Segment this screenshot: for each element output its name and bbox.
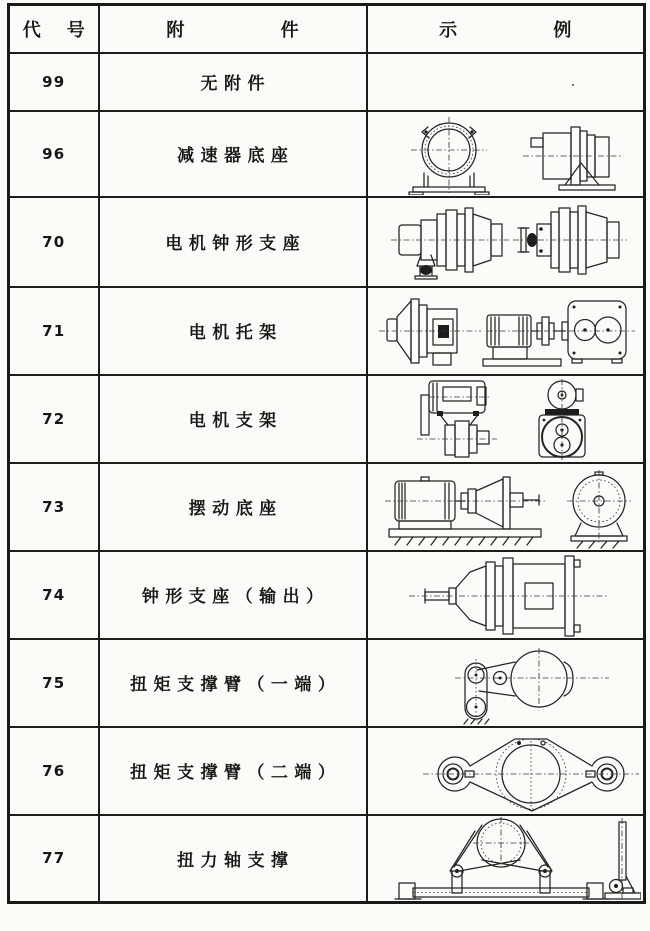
- table-row: [9, 551, 645, 639]
- example-cell: [367, 463, 645, 551]
- torsion-shaft-support-front-view: [395, 817, 609, 899]
- torsion-shaft-support-side-view: [605, 818, 641, 900]
- bell-support-output-view: [409, 556, 609, 636]
- example-cell: [367, 287, 645, 375]
- example-cell: [367, 53, 645, 111]
- example-cell: [367, 197, 645, 287]
- code-cell: 74: [9, 551, 99, 639]
- motor-bracket-assembly-view: [483, 301, 635, 366]
- swing-base-front-view: [567, 470, 631, 548]
- code-cell: 75: [9, 639, 99, 727]
- code-cell: 70: [9, 197, 99, 287]
- accessory-cell: 电机托架: [99, 287, 367, 375]
- accessory-cell: 扭力轴支撑: [99, 815, 367, 903]
- torque-arm-one-end-view: [455, 648, 609, 724]
- code-cell: 71: [9, 287, 99, 375]
- accessory-cell: 电机支架: [99, 375, 367, 463]
- code-cell: 77: [9, 815, 99, 903]
- torque-arm-two-end-drawing: [369, 729, 641, 813]
- torque-arm-one-end-drawing: [369, 641, 641, 725]
- header-row: [9, 5, 645, 53]
- motor-bracket-drawing: [369, 289, 641, 373]
- motor-frame-front-view: [539, 379, 585, 461]
- swing-base-side-view: [385, 477, 545, 545]
- scan-speck: [369, 55, 641, 109]
- motor-frame-side-view: [417, 381, 497, 457]
- accessory-code-table: [7, 3, 646, 904]
- example-cell: [367, 639, 645, 727]
- table-row: [9, 463, 645, 551]
- motor-bell-support-drawing: [369, 199, 641, 285]
- motor-frame-drawing: [369, 377, 641, 461]
- example-cell: [367, 111, 645, 197]
- code-cell: 99: [9, 53, 99, 111]
- table-row: [9, 287, 645, 375]
- code-cell: 76: [9, 727, 99, 815]
- torque-arm-two-end-view: [423, 739, 639, 811]
- example-cell: [367, 727, 645, 815]
- accessory-cell: 扭矩支撑臂（二端）: [99, 727, 367, 815]
- table-row: [9, 197, 645, 287]
- accessory-cell: 钟形支座（输出）: [99, 551, 367, 639]
- example-cell: [367, 815, 645, 903]
- accessory-cell: 扭矩支撑臂（一端）: [99, 639, 367, 727]
- table-row: [9, 727, 645, 815]
- torsion-shaft-support-drawing: [369, 816, 641, 900]
- bell-support-output-drawing: [369, 553, 641, 637]
- accessory-cell: 减速器底座: [99, 111, 367, 197]
- table-row: [9, 111, 645, 197]
- code-cell: 96: [9, 111, 99, 197]
- table-row: [9, 53, 645, 111]
- example-cell: [367, 551, 645, 639]
- reducer-base-drawing: [369, 113, 641, 195]
- code-cell: 73: [9, 463, 99, 551]
- table-row: [9, 639, 645, 727]
- header-code: 代 号: [9, 5, 99, 53]
- accessory-cell: 电机钟形支座: [99, 197, 367, 287]
- motor-bracket-end-view: [379, 299, 481, 365]
- swing-base-drawing: [369, 465, 641, 549]
- table-row: [9, 815, 645, 903]
- table-row: [9, 375, 645, 463]
- header-example: 示 例: [367, 5, 645, 53]
- code-cell: 72: [9, 375, 99, 463]
- accessory-cell: 摆动底座: [99, 463, 367, 551]
- header-accessory: 附 件: [99, 5, 367, 53]
- example-cell: [367, 375, 645, 463]
- reducer-base-front-view: [409, 117, 489, 195]
- reducer-base-side-view: [523, 127, 621, 190]
- motor-bell-support-side-view-a: [391, 208, 509, 279]
- motor-bell-support-side-view-b: [513, 206, 627, 274]
- accessory-cell: 无附件: [99, 53, 367, 111]
